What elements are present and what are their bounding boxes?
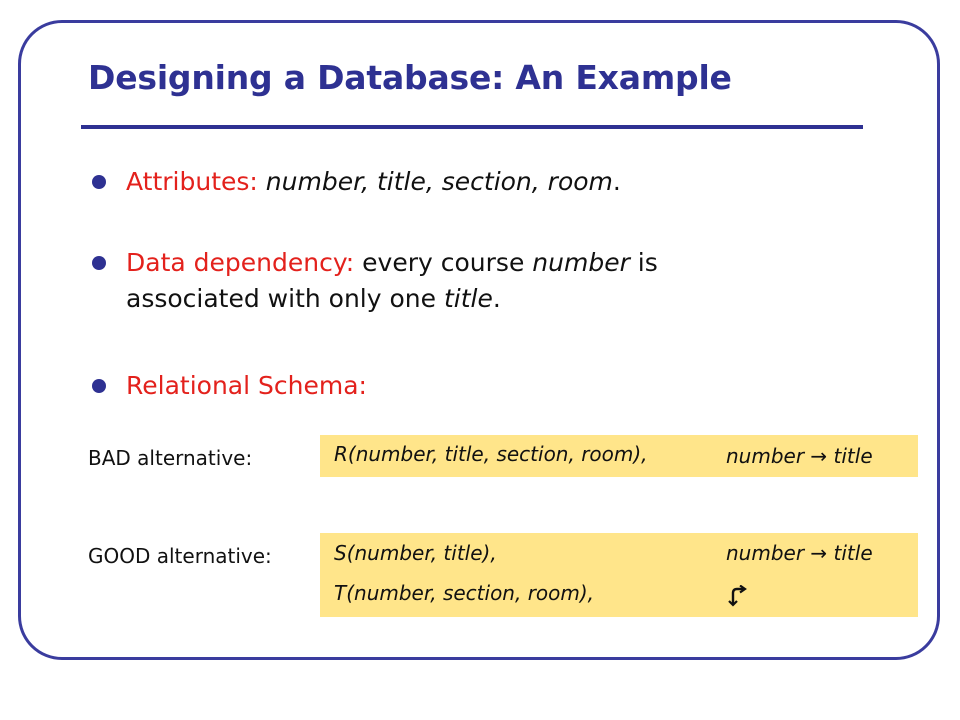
good-alternative-label: GOOD alternative:	[88, 544, 272, 568]
bullet-label: Relational Schema:	[126, 371, 367, 400]
slide-title: Designing a Database: An Example	[88, 58, 732, 97]
attribute-list: number, title, section, room	[265, 167, 613, 196]
schema-r: R(number, title, section, room),	[334, 442, 648, 466]
bullet-text	[126, 164, 621, 200]
bullet-text	[126, 245, 658, 317]
bad-alternative-box	[320, 435, 918, 477]
schema-t: T(number, section, room),	[334, 581, 595, 605]
bullet-punct: .	[492, 284, 501, 313]
bullet-label: Data dependency:	[126, 248, 355, 277]
bullet-punct: .	[612, 167, 621, 196]
bullet-fragment: is	[629, 248, 658, 277]
good-alternative-box	[320, 533, 918, 617]
bullet-label: Attributes:	[126, 167, 258, 196]
bullet-dot-icon	[92, 175, 106, 189]
schema-s: S(number, title),	[334, 541, 497, 565]
bad-alternative-label: BAD alternative:	[88, 446, 253, 470]
bullet-fragment: every course	[354, 248, 533, 277]
bullet-dot-icon	[92, 256, 106, 270]
term-title: title	[443, 284, 493, 313]
title-underline	[81, 125, 863, 129]
bullet-dot-icon	[92, 379, 106, 393]
term-number: number	[532, 248, 630, 277]
bullet-space	[258, 167, 266, 196]
bullet-fragment: associated with only one	[126, 284, 444, 313]
bullet-text	[126, 368, 367, 404]
check-arrow-icon	[726, 585, 748, 607]
dependency-good: number → title	[726, 541, 873, 565]
dependency-bad: number → title	[726, 444, 873, 468]
